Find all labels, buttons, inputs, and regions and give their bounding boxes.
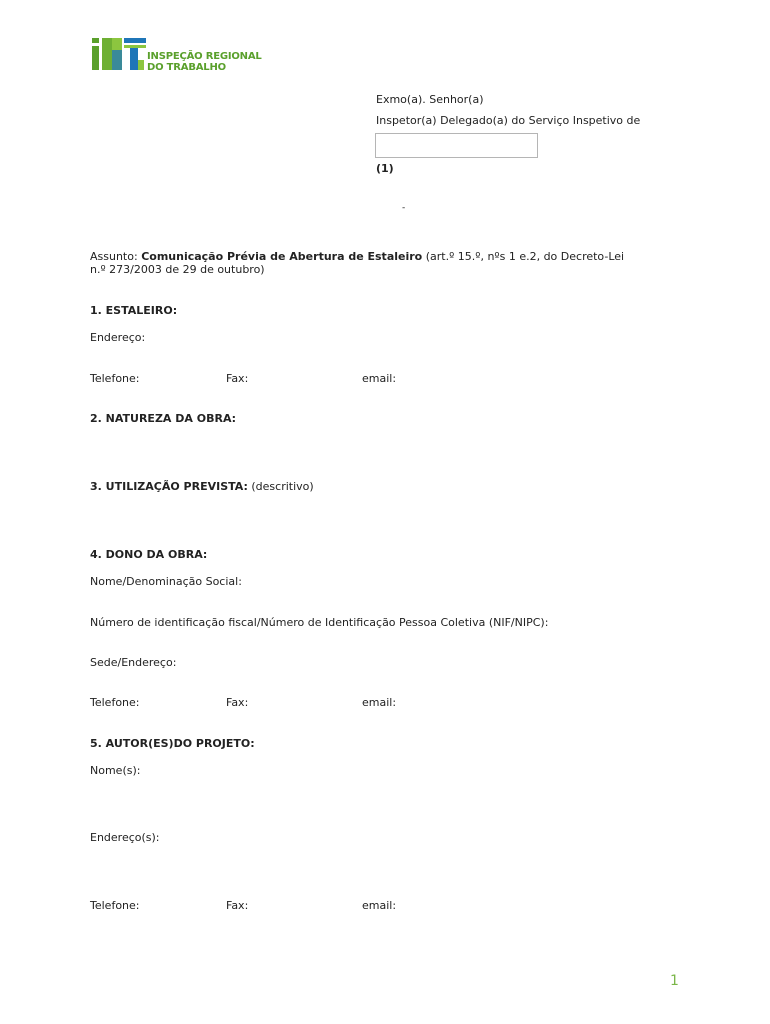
section-3-title: 3. UTILIZAÇÃO PREVISTA: <box>90 480 248 493</box>
site-address-label: Endereço: <box>90 331 146 344</box>
author-fax-label: Fax: <box>226 899 249 912</box>
section-4-heading: 4. DONO DA OBRA: <box>90 548 208 561</box>
owner-phone-label: Telefone: <box>90 696 140 709</box>
logo-line-2: DO TRABALHO <box>147 62 226 73</box>
addressee-note: (1) <box>376 162 394 175</box>
author-names-label: Nome(s): <box>90 764 141 777</box>
owner-address-label: Sede/Endereço: <box>90 656 177 669</box>
section-2-heading: 2. NATUREZA DA OBRA: <box>90 412 237 425</box>
logo-line-1: INSPEÇÃO REGIONAL <box>147 51 262 62</box>
section-3-heading <box>90 480 314 493</box>
owner-nif-label: Número de identificação fiscal/Número de Identificação Pessoa Coletiva (NIF/NIPC): <box>90 616 549 629</box>
addressee-dash: - <box>402 203 406 213</box>
section-3-note: (descritivo) <box>247 480 314 493</box>
logo-mark-icon <box>90 36 148 74</box>
site-phone-label: Telefone: <box>90 372 140 385</box>
site-email-label: email: <box>362 372 397 385</box>
addressee-line-1: Exmo(a). Senhor(a) <box>376 93 484 106</box>
subject-line-1 <box>90 250 624 263</box>
subject-title: Comunicação Prévia de Abertura de Estaleiro <box>141 250 423 263</box>
site-fax-label: Fax: <box>226 372 249 385</box>
owner-email-label: email: <box>362 696 397 709</box>
author-addresses-label: Endereço(s): <box>90 831 160 844</box>
inspective-service-field[interactable] <box>375 133 538 158</box>
author-email-label: email: <box>362 899 397 912</box>
subject-line-2: n.º 273/2003 de 29 de outubro) <box>90 263 265 276</box>
page-number: 1 <box>670 973 679 989</box>
addressee-line-2: Inspetor(a) Delegado(a) do Serviço Inspetivo de <box>376 114 641 127</box>
subject-prefix: Assunto: <box>90 250 142 263</box>
section-1-heading: 1. ESTALEIRO: <box>90 304 178 317</box>
owner-fax-label: Fax: <box>226 696 249 709</box>
subject-reference: (art.º 15.º, nºs 1 e.2, do Decreto-Lei <box>422 250 625 263</box>
logo <box>90 36 280 74</box>
owner-name-label: Nome/Denominação Social: <box>90 575 242 588</box>
author-phone-label: Telefone: <box>90 899 140 912</box>
section-5-heading: 5. AUTOR(ES)DO PROJETO: <box>90 737 255 750</box>
